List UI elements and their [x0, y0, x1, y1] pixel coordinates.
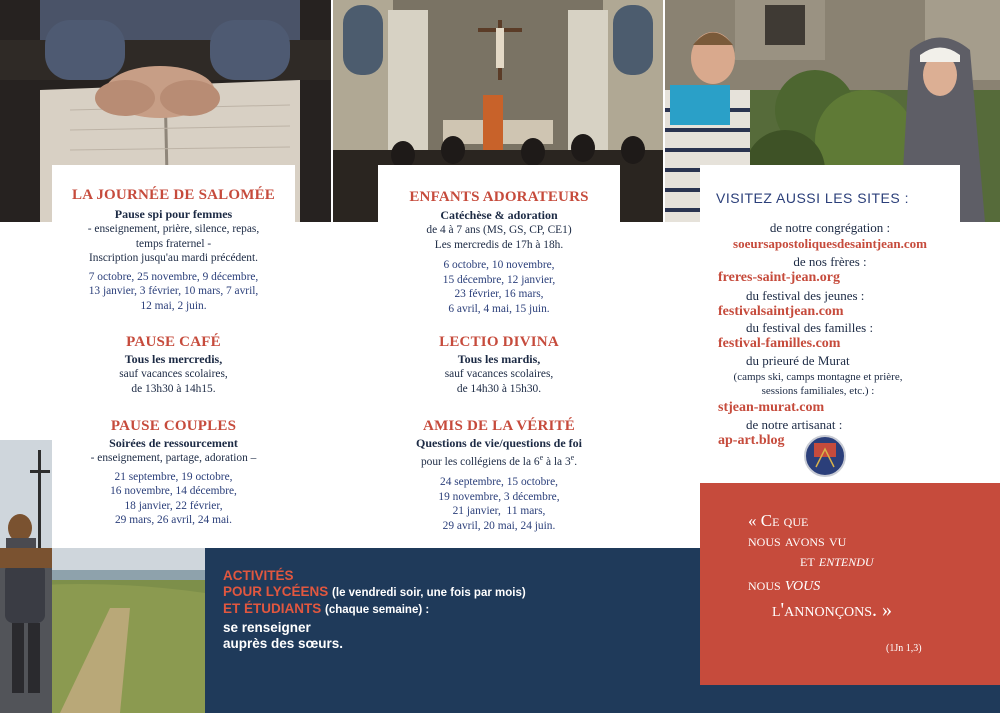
lyceens-note: (le vendredi soir, une fois par mois) — [332, 587, 526, 599]
adorateurs-line: de 4 à 7 ans (MS, GS, CP, CE1) — [426, 224, 572, 236]
quote-emphasis: vous — [784, 573, 821, 595]
date-line: 15 décembre, 12 janvier, — [442, 273, 556, 286]
date-line: 29 avril, 20 mai, 24 juin. — [442, 519, 556, 532]
site-label-freres: de nos frères : — [793, 254, 867, 269]
verite-title: AMIS DE LA VÉRITÉ — [423, 418, 575, 434]
date-line: 21 septembre, 19 octobre, — [114, 470, 233, 483]
activites-etudiants — [223, 601, 526, 618]
couples-line: - enseignement, partage, adoration – — [90, 452, 257, 464]
lectio-line: de 14h30 à 15h30. — [456, 382, 542, 395]
quote-text: et — [800, 551, 819, 570]
photo-hiker-cross — [0, 440, 52, 548]
salome-line: Inscription jusqu'au mardi précédent. — [88, 252, 259, 264]
couples-dates — [52, 470, 295, 528]
date-line: 16 novembre, 14 décembre, — [110, 485, 237, 497]
adorateurs-description — [378, 223, 620, 252]
verite-sup: e — [539, 453, 544, 462]
lectio-title: LECTIO DIVINA — [439, 334, 559, 350]
verite-line — [378, 451, 620, 469]
quote-line-5: l'annonçons. » — [772, 599, 893, 621]
etudiants-note: (chaque semaine) : — [325, 604, 430, 616]
date-line: 6 octobre, 10 novembre, — [443, 259, 555, 271]
salome-description — [52, 222, 295, 266]
verite-text: . — [574, 455, 578, 468]
site-link-familles[interactable]: festival-familles.com — [718, 336, 841, 351]
verite-subtitle: Questions de vie/questions de foi — [415, 436, 583, 450]
adorateurs-dates — [378, 258, 620, 316]
quote-box — [700, 483, 1000, 685]
lyceens-heading: POUR LYCÉENS — [223, 584, 329, 599]
ap-art-logo — [804, 435, 846, 477]
date-line: 7 octobre, 25 novembre, 9 décembre, — [88, 270, 259, 283]
site-label-murat: du prieuré de Murat — [746, 353, 850, 368]
salome-line: - enseignement, prière, silence, repas, — [87, 223, 260, 235]
date-line: 23 février, 16 mars, — [454, 288, 544, 300]
quote-line-2: nous avons vu — [748, 531, 847, 550]
cafe-line: de 13h30 à 14h15. — [131, 382, 216, 395]
verite-text: pour les collégiens de la 6 — [420, 455, 540, 468]
site-label-congregation: de notre congrégation : — [769, 220, 891, 235]
couples-subtitle: Soirées de ressourcement — [109, 436, 238, 450]
site-link-artisanat[interactable]: ap-art.blog — [718, 433, 785, 448]
date-line: 12 mai, 2 juin. — [140, 299, 207, 312]
site-note-murat: (camps ski, camps montagne et prière, sessions familiales, etc.) : — [733, 371, 903, 397]
activites-info-2: auprès des sœurs. — [223, 636, 344, 651]
date-line: 29 mars, 26 avril, 24 mai. — [114, 514, 233, 526]
ap-art-logo-icon — [806, 437, 844, 475]
site-label-artisanat: de notre artisanat : — [746, 417, 843, 432]
salome-title: LA JOURNÉE DE SALOMÉE — [72, 187, 275, 203]
cafe-subtitle: Tous les mercredis, — [124, 352, 223, 366]
date-line: 6 avril, 4 mai, 15 juin. — [448, 302, 550, 315]
cafe-line: sauf vacances scolaires, — [119, 368, 228, 380]
activites-block — [223, 568, 526, 652]
lectio-line: sauf vacances scolaires, — [444, 368, 554, 380]
activites-title: ACTIVITÉS — [223, 568, 294, 583]
site-link-freres[interactable]: freres-saint-jean.org — [718, 270, 840, 285]
lectio-description — [378, 367, 620, 396]
date-line: 18 janvier, 22 février, — [124, 499, 223, 512]
adorateurs-subtitle: Catéchèse & adoration — [440, 208, 558, 222]
date-line: 19 novembre, 3 décembre, — [438, 490, 560, 503]
quote-text: nous — [748, 575, 785, 594]
cafe-title: PAUSE CAFÉ — [126, 334, 221, 350]
site-label-jeunes: du festival des jeunes : — [746, 288, 865, 303]
activites-info-1: se renseigner — [223, 620, 311, 635]
middle-card — [378, 165, 620, 548]
etudiants-heading: ET ÉTUDIANTS — [223, 601, 322, 616]
adorateurs-title: ENFANTS ADORATEURS — [409, 189, 589, 205]
verite-text: à la 3 — [543, 455, 571, 468]
date-line: 24 septembre, 15 octobre, — [440, 476, 558, 489]
quote-emphasis: entendu — [818, 551, 874, 570]
date-line: 21 janvier, 11 mars, — [452, 505, 546, 518]
salome-line: temps fraternel - — [135, 237, 212, 250]
quote-line-1 — [748, 511, 808, 531]
cafe-description — [52, 367, 295, 396]
verite-sup: e — [570, 453, 575, 462]
quote-line-3 — [800, 551, 874, 571]
couples-title: PAUSE COUPLES — [110, 418, 237, 434]
lectio-subtitle: Tous les mardis, — [457, 352, 541, 366]
salome-dates — [52, 270, 295, 314]
quote-text: « Ce que — [748, 511, 809, 530]
date-line: 13 janvier, 3 février, 10 mars, 7 avril, — [88, 285, 259, 297]
left-card — [52, 165, 295, 548]
site-label-familles: du festival des familles : — [746, 320, 874, 335]
site-link-congregation[interactable]: soeursapostoliquesdesaintjean.com — [733, 236, 927, 251]
photo-hiker-landscape — [0, 548, 205, 713]
site-link-jeunes[interactable]: festivalsaintjean.com — [718, 304, 844, 319]
site-link-murat[interactable]: stjean-murat.com — [718, 400, 825, 415]
verite-dates — [378, 475, 620, 533]
sites-card — [700, 165, 960, 480]
activites-lyceens — [223, 584, 526, 601]
salome-subtitle: Pause spi pour femmes — [114, 207, 233, 221]
quote-ref: (1Jn 1,3) — [886, 643, 922, 654]
adorateurs-line: Les mercredis de 17h à 18h. — [434, 238, 564, 251]
sites-title: VISITEZ AUSSI LES SITES : — [716, 190, 910, 206]
quote-line-4 — [748, 573, 820, 596]
